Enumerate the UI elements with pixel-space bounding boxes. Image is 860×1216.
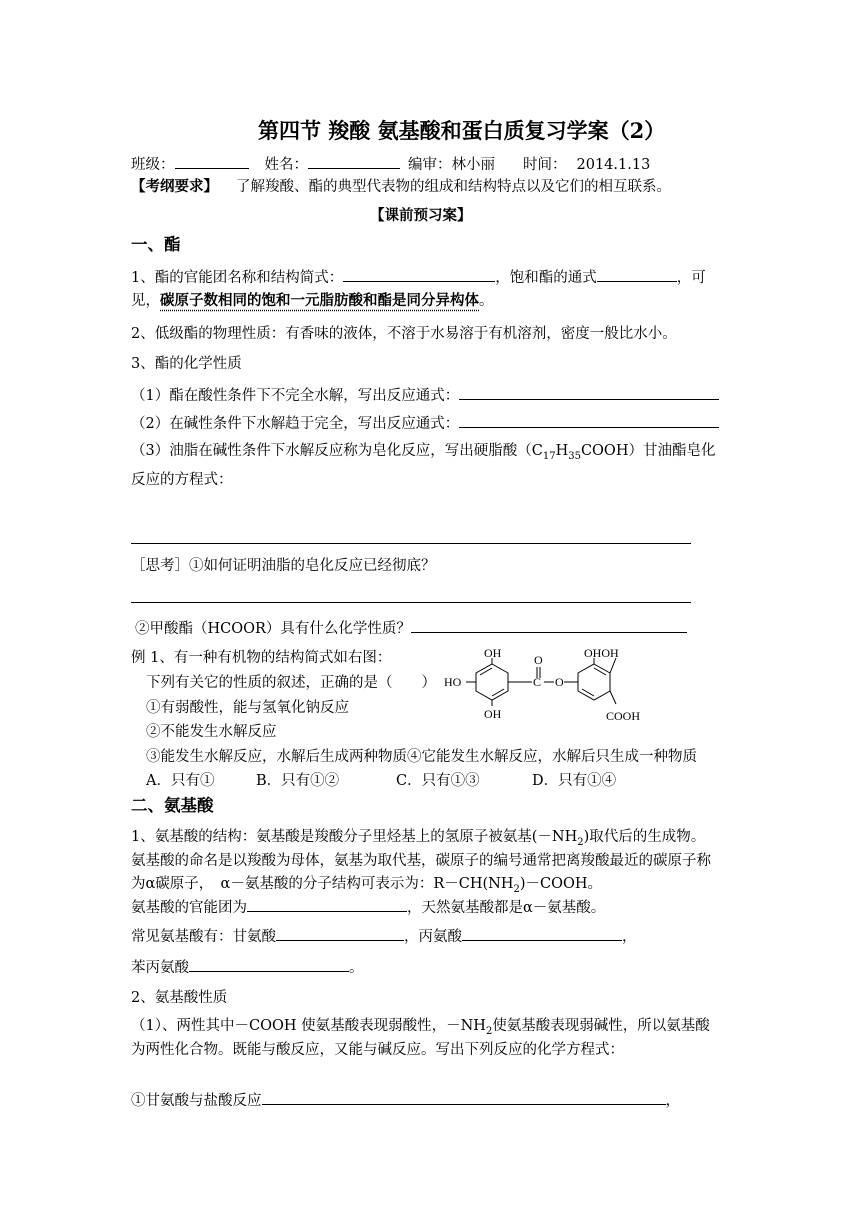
time-value: 2014.1.13 [576,157,651,173]
amino-p1c-text: 为α碳原子， α－氨基酸的分子结构可表示为：R－CH(NH [131,876,514,892]
choice-d[interactable]: D．只有①④ [532,773,617,789]
mol-oh-top: OH [484,648,502,660]
ester-q3-1 [131,384,719,406]
syllabus-text: 了解羧酸、酯的典型代表物的组成和结构特点以及它们的相互联系。 [236,179,671,195]
mol-ohoh: OHOH [584,648,619,660]
structure-diagram [440,648,670,728]
class-label: 班级： [131,157,175,173]
mol-cooh: COOH [606,709,641,723]
q1-end: 。 [479,293,494,309]
name-label: 姓名： [264,157,308,173]
amino-r1 [131,1089,680,1111]
amino-p1d-text: 氨基酸的官能团为 [131,900,247,916]
ester-q3: 3、酯的化学性质 [131,356,242,372]
p2-1-text-b: 使氨基酸表现弱碱性，所以氨基酸 [492,1018,710,1034]
answer-line-saponification[interactable] [131,543,691,544]
choice-b[interactable]: B．只有①② [256,773,340,789]
mol-o-carbonyl: O [534,653,543,667]
preview-title: 【课前预习案】 [370,207,472,224]
left-ring [466,658,532,706]
mol-ho: HO [444,675,462,689]
q3-3-sub2: 35 [568,450,581,462]
p2-1-sub: 2 [485,1025,493,1037]
answer-line-think1[interactable] [131,602,691,603]
q1-blank-formula[interactable] [597,266,677,282]
amino-p1a [131,827,705,853]
editor-label: 编审：林小丽 [408,157,495,173]
q3-3-text: （3）油脂在碱性条件下水解反应称为皂化反应，写出硬脂酸（C [131,443,543,459]
amino-p1a-text: 1、氨基酸的结构：氨基酸是羧酸分子里烃基上的氢原子被氨基(－NH [131,829,578,845]
ester-q1 [131,266,706,288]
think-q2 [135,617,687,639]
common-text-b: ，丙氨酸 [404,929,462,945]
amino-p1a-sub: 2 [577,836,584,848]
mol-c: C [533,675,542,689]
q3-2-blank[interactable] [459,412,719,428]
q3-3-sub1: 17 [542,450,556,462]
common-text: 常见氨基酸有：甘氨酸 [131,929,276,945]
example-opt3: ③能发生水解反应，水解后生成两种物质④它能发生水解反应，水解后只生成一种物质 [146,749,697,765]
amino-p2-1 [131,1016,710,1042]
amino-p1b: 氨基酸的命名是以羧酸为母体，氨基为取代基，碳原子的编号通常把离羧酸最近的碳原子称 [131,853,711,869]
mol-oh-bottom: OH [484,707,502,721]
p2-1-text: （1）、两性其中－COOH 使氨基酸表现弱酸性，－NH [131,1018,486,1034]
section-ester-heading: 一、酯 [131,235,181,254]
example-opt1: ①有弱酸性，能与氢氧化钠反应 [146,700,349,716]
phe-end: 。 [349,960,364,976]
right-ring [578,658,616,704]
section-amino-heading: 二、氨基酸 [131,796,214,815]
amino-p1a-end: )取代后的生成物。 [583,829,706,845]
amino-p1d [131,896,605,918]
r1-text: ①甘氨酸与盐酸反应 [131,1093,262,1109]
q3-1-blank[interactable] [459,384,719,400]
phe-text: 苯丙氨酸 [131,960,189,976]
example-choices [146,771,616,791]
r1-end: ， [665,1093,680,1109]
amino-p2: 2、氨基酸性质 [131,990,228,1006]
alanine-blank[interactable] [462,925,622,941]
ester-q3-3 [131,441,715,467]
ester-q3-2 [131,412,719,434]
q1-text-d: 见， [131,293,160,309]
class-blank[interactable] [175,153,249,169]
example-stem: 例 1、有一种有机物的结构简式如右图： [131,650,392,666]
amino-common [131,925,637,947]
q1-text-c: ，可 [676,270,706,286]
example-ask: 下列有关它的性质的叙述，正确的是（ ） [146,675,436,691]
choice-c[interactable]: C．只有①③ [396,773,480,789]
choice-a[interactable]: A．只有① [146,773,215,789]
syllabus-tag: 【考纲要求】 [131,178,218,195]
phenylalanine-blank[interactable] [189,956,349,972]
think-q1: ［思考］①如何证明油脂的皂化反应已经彻底？ [131,558,436,574]
ester-q3-3-cont: 反应的方程式： [131,472,233,488]
ester-q1-cont [131,291,494,311]
q3-1-text: （1）酯在酸性条件下不完全水解，写出反应通式： [131,388,460,404]
amino-p2-1-cont: 为两性化合物。既能与酸反应，又能与碱反应。写出下列反应的化学方程式： [131,1042,624,1058]
glycine-blank[interactable] [276,925,404,941]
q1-emphasis: 碳原子数相同的饱和一元脂肪酸和酯是同分异构体 [160,292,479,309]
r1-blank[interactable] [262,1089,666,1105]
think2-text: ②甲酸酯（HCOOR）具有什么化学性质？ [135,621,411,637]
page-title: 第四节 羧酸 氨基酸和蛋白质复习学案（2） [258,118,666,143]
time-label: 时间： [523,157,567,173]
mol-o-ester: O [555,675,564,689]
q1-blank-group[interactable] [343,266,495,282]
q3-3-mid: H [555,443,569,459]
common-text-c: ， [622,929,637,945]
syllabus [131,177,671,197]
example-opt2: ②不能发生水解反应 [146,724,277,740]
amino-p1c-sub: 2 [513,883,520,895]
ester-q2: 2、低级酯的物理性质：有香味的液体，不溶于水易溶于有机溶剂，密度一般比水小。 [131,326,677,342]
q3-2-text: （2）在碱性条件下水解趋于完全，写出反应通式： [131,416,460,432]
q1-text-b: ，饱和酯的通式 [495,270,597,286]
header-row [131,153,650,175]
think2-blank[interactable] [411,617,687,633]
amino-phe [131,956,364,978]
q1-text: 1、酯的官能团名称和结构简式： [131,270,344,286]
functional-group-blank[interactable] [247,896,407,912]
name-blank[interactable] [308,153,400,169]
amino-p1c-end: )－COOH。 [519,876,603,892]
q3-3-text-b: COOH）甘油酯皂化 [580,443,716,459]
amino-p1d-end: ，天然氨基酸都是α－氨基酸。 [407,900,606,916]
